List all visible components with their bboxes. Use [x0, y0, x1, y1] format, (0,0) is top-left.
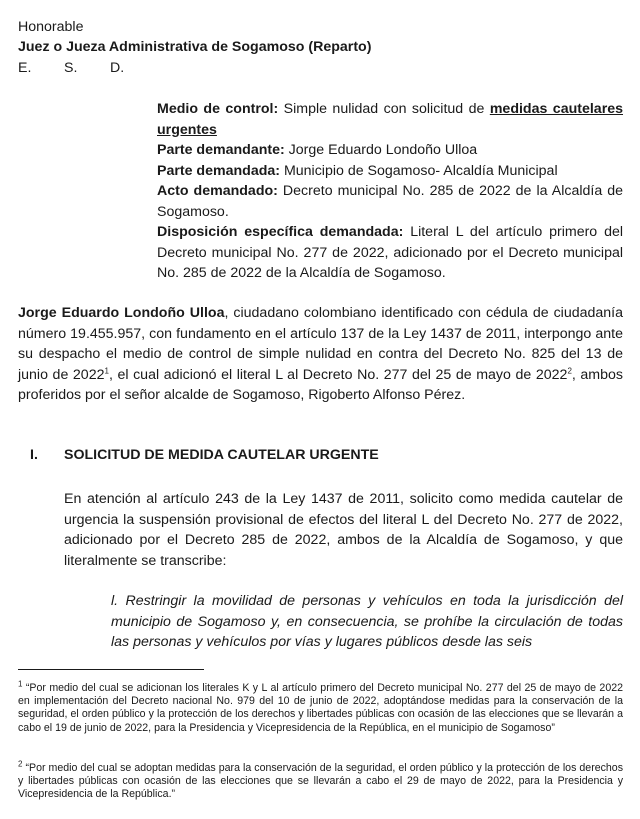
section-title: SOLICITUD DE MEDIDA CAUTELAR URGENTE	[64, 447, 379, 463]
acto-label: Acto demandado:	[157, 183, 278, 199]
footnote-text-2: “Por medio del cual se adoptan medidas para la conservación de la seguridad, el orden público y la protección de los derechos y libertades públicas con ocasión de las elecciones que se llevarán a cabo el 29 de mayo de 2022, para la Presidencia y Vicepresidencia de la República.”	[18, 762, 623, 801]
esd-line	[18, 58, 218, 78]
footnote-ref-1: 1	[104, 365, 109, 375]
intro-paragraph	[18, 303, 623, 406]
footnote-text-1: “Por medio del cual se adicionan los literales K y L al artículo primero del Decreto municipal No. 277 del 25 de mayo de 2022 en implementación del Decreto nacional No. 979 del 10 de junio de 2022, adoptándose medidas para la conservación de la seguridad, el orden público y la protección de los derechos y libertades públicas con ocasión de las elecciones que se llevarán a cabo el 19 de junio de 2022, para la Presidencia y Vicepresidencia de la República, en el municipio de Sogamoso”	[18, 682, 623, 734]
demandante-label: Parte demandante:	[157, 142, 285, 158]
acto-demandado	[157, 181, 623, 222]
case-info-block	[157, 99, 623, 284]
intro-part1: , ciudadano colombiano identificado con cédula de ciudadanía número 19.455.957, con fundamento en el artículo 137 de la Ley 1437 de 2011, interpongo ante su despacho el medio de control de simple nulidad en contra del Decreto No. 825 del 13 de junio de 2022	[18, 305, 623, 383]
parte-demandada	[157, 161, 623, 182]
quoted-literal: l. Restringir la movilidad de personas y vehículos en toda la jurisdicción del municipio de Sogamoso y, en consecuencia, se prohíbe la circulación de todas las personas y vehículos por vías y lugares públicos desde las seis	[111, 593, 623, 650]
esd-e: E.	[18, 60, 32, 76]
disposicion-demandada	[157, 222, 623, 284]
recipient: Juez o Jueza Administrativa de Sogamoso (Reparto)	[18, 39, 372, 55]
medio-underlined: medidas cautelares urgentes	[157, 101, 623, 138]
esd-s: S.	[64, 60, 78, 76]
section-paragraph: En atención al artículo 243 de la Ley 1437 de 2011, solicito como medida cautelar de urgencia la suspensión provisional de efectos del literal L del Decreto No. 277 de 2022, adicionado por el Decreto 285 de 2022, ambos de la Alcaldía de Sogamoso, y que literalmente se transcribe:	[64, 491, 623, 569]
acto-value: Decreto municipal No. 285 de 2022 de la Alcaldía de Sogamoso.	[157, 183, 623, 220]
footnote-mark-2: 2	[18, 759, 23, 769]
intro-part3: , ambos proferidos por el señor alcalde de Sogamoso, Rigoberto Alfonso Pérez.	[18, 366, 623, 403]
disposicion-value: Literal L del artículo primero del Decreto municipal No. 277 de 2022, adicionado por el Decreto municipal No. 285 de 2022 de la Alcaldía de Sogamoso.	[157, 224, 623, 281]
footnote-mark-1: 1	[18, 679, 23, 689]
salutation: Honorable	[18, 19, 84, 35]
demandante-value: Jorge Eduardo Londoño Ulloa	[284, 142, 478, 158]
demandada-label: Parte demandada:	[157, 162, 280, 179]
esd-d: D.	[110, 60, 125, 76]
disposicion-label: Disposición específica demandada:	[157, 224, 404, 240]
footnote-1	[18, 679, 623, 735]
footnote-separator	[18, 669, 204, 670]
demandada-value: Municipio de Sogamoso- Alcaldía Municipal	[280, 162, 558, 179]
parte-demandante	[157, 140, 623, 161]
intro-part2: , el cual adicionó el literal L al Decreto No. 277 del 25 de mayo de 2022	[108, 366, 568, 383]
intro-name: Jorge Eduardo Londoño Ulloa	[18, 305, 225, 321]
footnote-ref-2: 2	[567, 365, 572, 375]
medio-value: Simple nulidad con solicitud de	[278, 101, 490, 117]
footnote-2	[18, 759, 623, 802]
section-number: I.	[30, 447, 38, 463]
medio-control	[157, 99, 623, 140]
medio-label: Medio de control:	[157, 101, 279, 117]
